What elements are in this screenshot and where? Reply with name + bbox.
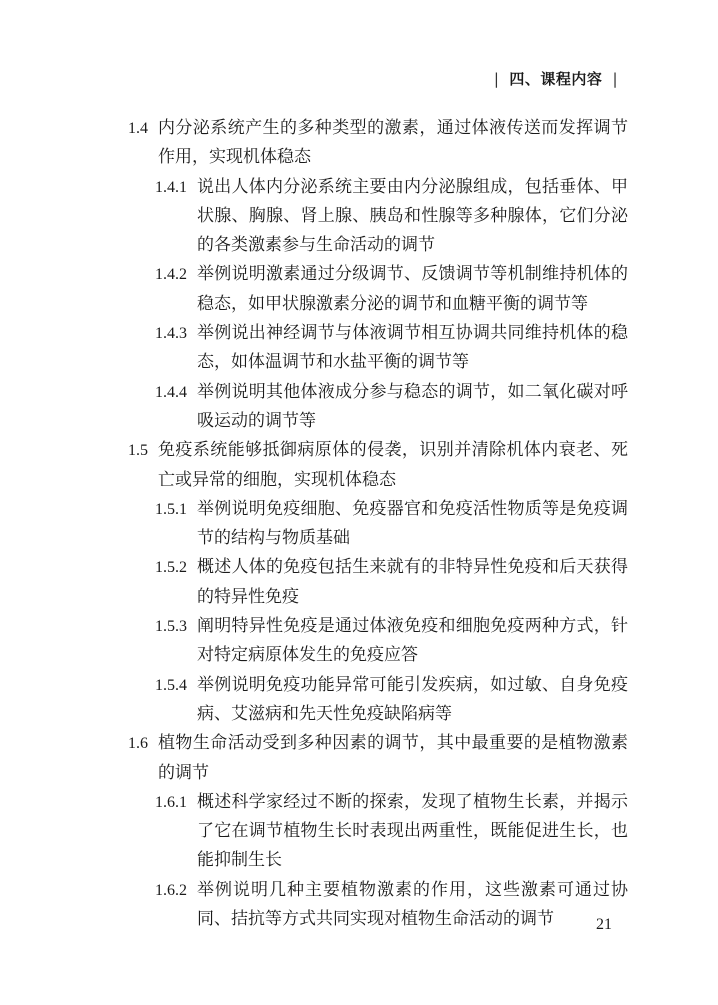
subsection-text: 举例说出神经调节与体液调节相互协调共同维持机体的稳态，如体温调节和水盐平衡的调节等 bbox=[197, 323, 628, 373]
subsection-text: 说出人体内分泌系统主要由内分泌腺组成，包括垂体、甲状腺、胸腺、肾上腺、胰岛和性腺等多种腺体，它们分泌的各类激素参与生命活动的调节 bbox=[197, 176, 628, 256]
subsection-text: 举例说明其他体液成分参与稳态的调节，如二氧化碳对呼吸运动的调节等 bbox=[197, 381, 628, 431]
subsection-1-5-3 bbox=[155, 612, 628, 671]
subsection-number: 1.4.3 bbox=[155, 325, 187, 343]
subsection-1-5-1 bbox=[155, 495, 628, 554]
section-1-4 bbox=[128, 114, 628, 173]
subsection-text: 举例说明免疫功能异常可能引发疾病，如过敏、自身免疫病、艾滋病和先天性免疫缺陷病等 bbox=[197, 674, 628, 724]
subsection-1-4-1 bbox=[155, 173, 628, 261]
subsection-text: 概述科学家经过不断的探索，发现了植物生长素，并揭示了它在调节植物生长时表现出两重性，既能促进生长，也能抑制生长 bbox=[197, 791, 628, 871]
section-1-5 bbox=[128, 436, 628, 495]
section-number: 1.6 bbox=[128, 735, 148, 753]
page-number: 21 bbox=[596, 916, 612, 933]
subsection-1-5-2 bbox=[155, 553, 628, 612]
header-divider-left: | bbox=[493, 69, 500, 88]
subsection-number: 1.5.1 bbox=[155, 500, 187, 518]
subsection-number: 1.6.2 bbox=[155, 881, 187, 899]
subsection-number: 1.5.2 bbox=[155, 559, 187, 577]
subsection-text: 概述人体的免疫包括生来就有的非特异性免疫和后天获得的特异性免疫 bbox=[197, 557, 628, 607]
subsection-1-5-4 bbox=[155, 671, 628, 730]
subsection-number: 1.4.2 bbox=[155, 266, 187, 284]
header-title: 四、课程内容 bbox=[509, 70, 603, 88]
subsection-text: 举例说明几种主要植物激素的作用，这些激素可通过协同、拮抗等方式共同实现对植物生命活动的调节 bbox=[197, 879, 628, 930]
subsection-number: 1.4.4 bbox=[155, 383, 187, 401]
subsection-text: 举例说明免疫细胞、免疫器官和免疫活性物质等是免疫调节的结构与物质基础 bbox=[197, 498, 628, 549]
section-text: 植物生命活动受到多种因素的调节，其中最重要的是植物激素的调节 bbox=[158, 733, 628, 783]
subsection-number: 1.4.1 bbox=[155, 178, 187, 196]
subsection-1-4-4 bbox=[155, 378, 628, 437]
section-number: 1.4 bbox=[128, 120, 148, 137]
section-number: 1.5 bbox=[128, 442, 148, 460]
subsection-number: 1.6.1 bbox=[155, 793, 187, 811]
subsection-text: 阐明特异性免疫是通过体液免疫和细胞免疫两种方式，针对特定病原体发生的免疫应答 bbox=[197, 616, 628, 666]
subsection-1-4-2 bbox=[155, 260, 628, 319]
section-1-6 bbox=[128, 729, 628, 788]
document-body bbox=[128, 114, 628, 934]
section-text: 免疫系统能够抵御病原体的侵袭，识别并清除机体内衰老、死亡或异常的细胞，实现机体稳态 bbox=[158, 440, 628, 490]
subsection-number: 1.5.4 bbox=[155, 676, 187, 694]
subsection-number: 1.5.3 bbox=[155, 618, 187, 636]
subsection-text: 举例说明激素通过分级调节、反馈调节等机制维持机体的稳态，如甲状腺激素分泌的调节和血糖平衡的调节等 bbox=[197, 264, 628, 314]
subsection-1-4-3 bbox=[155, 319, 628, 378]
section-text: 内分泌系统产生的多种类型的激素，通过体液传送而发挥调节作用，实现机体稳态 bbox=[158, 118, 628, 168]
subsection-1-6-2 bbox=[155, 876, 628, 935]
running-header bbox=[494, 68, 618, 89]
header-divider-right: | bbox=[612, 69, 618, 88]
subsection-1-6-1 bbox=[155, 788, 628, 876]
